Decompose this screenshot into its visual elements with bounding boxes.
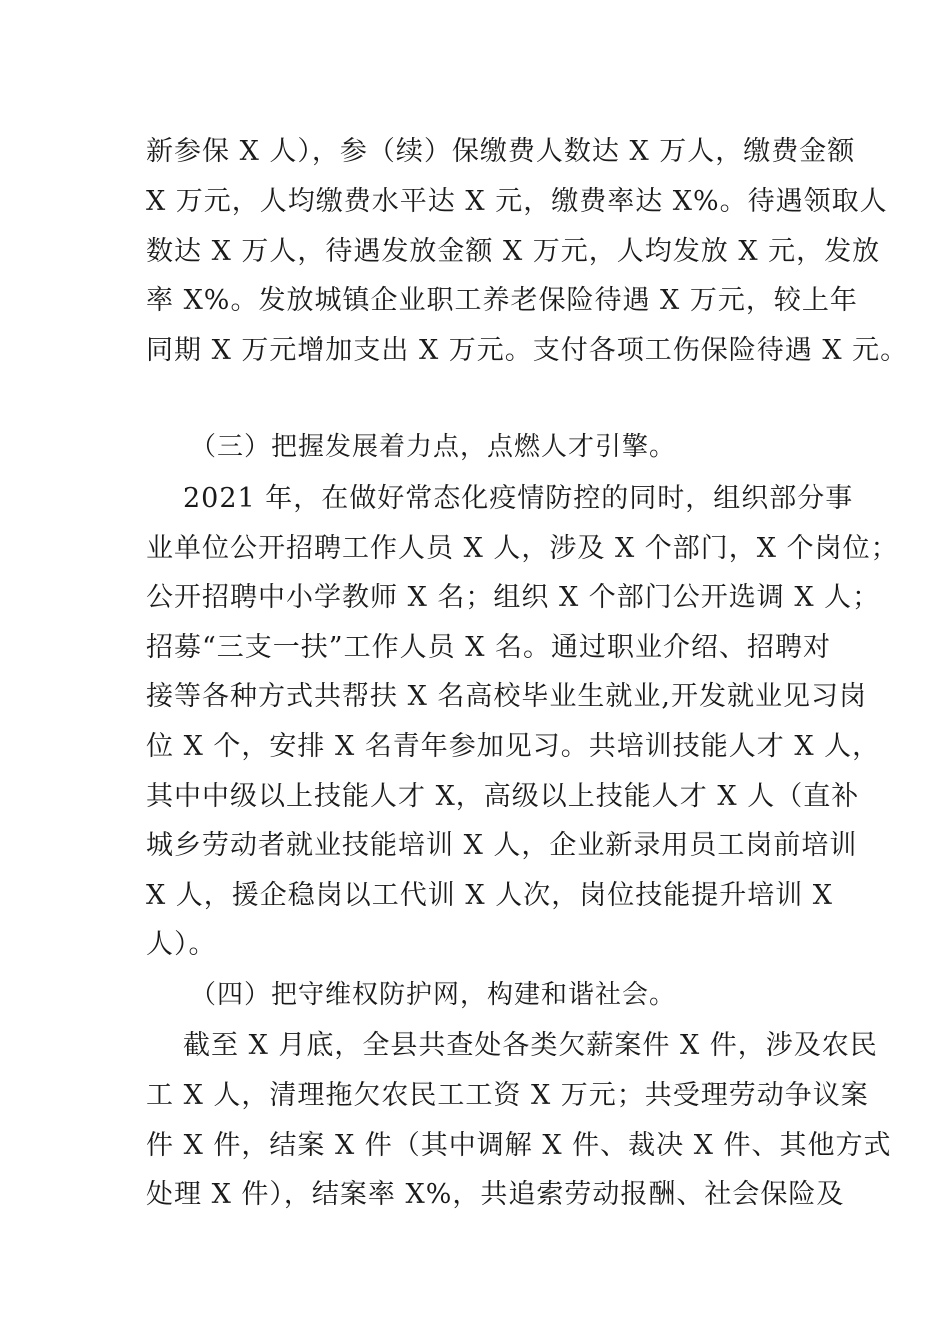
- text-line: 招募“三支一扶”工作人员 X 名。通过职业介绍、招聘对: [146, 632, 831, 663]
- text-line: 公开招聘中小学教师 X 名；组织 X 个部门公开选调 X 人；: [146, 582, 881, 613]
- text-line: 位 X 个，安排 X 名青年参加见习。共培训技能人才 X 人，: [146, 731, 881, 762]
- text-line: 截至 X 月底，全县共查处各类欠薪案件 X 件，涉及农民: [183, 1030, 878, 1061]
- text-line: 处理 X 件），结案率 X%，共追索劳动报酬、社会保险及: [146, 1179, 845, 1210]
- text-line: X 万元，人均缴费水平达 X 元，缴费率达 X%。待遇领取人: [146, 186, 888, 217]
- section-heading: （三）把握发展着力点，点燃人才引擎。: [190, 432, 677, 462]
- text-line: 新参保 X 人），参（续）保缴费人数达 X 万人，缴费金额: [146, 136, 856, 167]
- text-line: 件 X 件，结案 X 件（其中调解 X 件、裁决 X 件、其他方式: [146, 1130, 892, 1161]
- section-heading: （四）把守维权防护网，构建和谐社会。: [190, 980, 677, 1010]
- text-line: 2021 年，在做好常态化疫情防控的同时，组织部分事: [183, 483, 854, 514]
- text-line: 其中中级以上技能人才 X，高级以上技能人才 X 人（直补: [146, 781, 860, 812]
- text-line: X 人，援企稳岗以工代训 X 人次，岗位技能提升培训 X: [146, 880, 833, 911]
- text-line: 接等各种方式共帮扶 X 名高校毕业生就业,开发就业见习岗: [146, 681, 867, 712]
- text-line: 同期 X 万元增加支出 X 万元。支付各项工伤保险待遇 X 元。: [146, 335, 909, 366]
- text-line: 数达 X 万人，待遇发放金额 X 万元，人均发放 X 元，发放: [146, 236, 881, 267]
- text-line: 人）。: [146, 929, 217, 960]
- text-line: 率 X%。发放城镇企业职工养老保险待遇 X 万元，较上年: [146, 285, 858, 316]
- text-line: 城乡劳动者就业技能培训 X 人，企业新录用员工岗前培训: [146, 830, 858, 861]
- text-line: 工 X 人，清理拖欠农民工工资 X 万元；共受理劳动争议案: [146, 1080, 869, 1111]
- text-line: 业单位公开招聘工作人员 X 人，涉及 X 个部门，X 个岗位；: [146, 533, 899, 564]
